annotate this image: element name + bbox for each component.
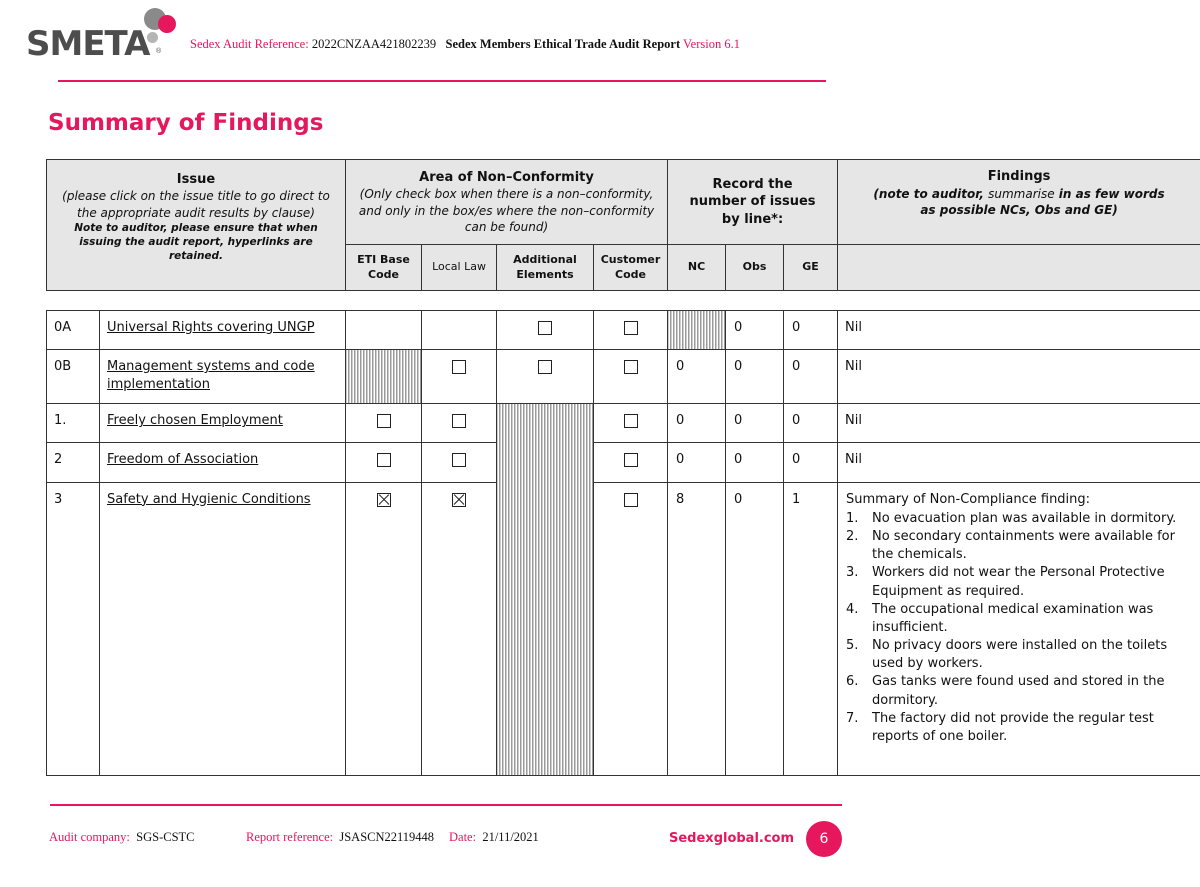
audit-company-value: SGS-CSTC [136,830,195,844]
item-number: 4. [846,601,859,617]
report-version: Version 6.1 [683,37,740,51]
header-issue-note: Note to auditor, please ensure that when issuing the audit report, hyperlinks are retained. [74,221,318,263]
page-number-badge: 6 [806,821,842,857]
finding-list [846,510,1194,746]
issue-link[interactable]: Safety and Hygienic Conditions [107,491,311,507]
report-reference-label: Report reference: [246,830,334,844]
obs-count: 0 [726,443,784,482]
nc-count: 0 [668,350,726,404]
row-number: 0B [47,350,100,404]
footer-date [449,830,539,845]
local-law-cell [422,482,497,775]
footer-divider [50,804,842,806]
finding-text: Nil [838,311,1200,350]
ge-count: 0 [784,443,838,482]
item-text: No privacy doors were installed on the toilets used by workers. [872,638,1168,672]
table-row [47,350,1200,404]
eti-cell-hatched [346,350,422,404]
item-text: Workers did not wear the Personal Protective Equipment as required. [872,565,1165,599]
audit-ref-label: Sedex Audit Reference: [190,37,309,51]
additional-cell [497,311,594,350]
eti-checkbox-checked[interactable] [377,493,391,507]
header-record [668,160,838,245]
findings-table [46,310,1200,776]
local-law-cell [422,311,497,350]
col-customer-code: Customer Code [594,245,668,291]
header-issue-sub: (please click on the issue title to go direct to the appropriate audit results by clause) [62,189,330,220]
issue-link[interactable]: Universal Rights covering UNGP [107,320,315,335]
logo-dot-pink [158,15,176,33]
page-title: Summary of Findings [48,110,324,136]
obs-count: 0 [726,311,784,350]
ge-count: 0 [784,350,838,404]
item-number: 7. [846,710,859,726]
logo-text: SMETA [26,24,150,64]
findings-table-header [46,159,1200,291]
additional-checkbox[interactable] [538,360,552,374]
col-obs: Obs [726,245,784,291]
item-number: 6. [846,674,859,690]
header-issue-title: Issue [176,171,216,187]
list-item [846,564,1194,600]
ge-count: 0 [784,404,838,443]
header-area-sub: (Only check box when there is a non–conformity, and only in the box/es where the non–conformity can be found) [358,187,655,234]
obs-count: 0 [726,350,784,404]
issue-link[interactable]: Freedom of Association [107,452,259,468]
item-text: The factory did not provide the regular test reports of one boiler. [872,710,1154,744]
header-reference-line [190,37,740,52]
nc-count: 8 [668,482,726,775]
additional-cell-hatched [497,404,594,775]
eti-checkbox[interactable] [377,414,391,428]
col-additional-elements: Additional Elements [497,245,594,291]
customer-checkbox[interactable] [624,321,638,335]
local-law-checkbox[interactable] [452,453,466,467]
col-ge: GE [784,245,838,291]
customer-cell [594,311,668,350]
list-item [846,673,1194,709]
list-item [846,710,1194,746]
issue-link-cell [100,404,346,443]
additional-cell [497,350,594,404]
item-number: 2. [846,528,859,544]
header-findings-title: Findings [987,169,1051,184]
header-findings-sub [868,186,1170,218]
finding-text: Nil [838,443,1200,482]
nc-count: 0 [668,404,726,443]
item-number: 1. [846,510,859,526]
list-item [846,528,1194,564]
eti-checkbox[interactable] [377,453,391,467]
customer-checkbox[interactable] [624,360,638,374]
header-area-title: Area of Non–Conformity [419,169,594,185]
header-record-title: Record the number of issues by line*: [689,176,816,227]
sedex-url-link[interactable]: Sedexglobal.com [669,831,795,846]
report-title: Sedex Members Ethical Trade Audit Report [445,37,681,51]
row-number: 1. [47,404,100,443]
audit-ref-value: 2022CNZAA421802239 [311,37,437,51]
finding-cell [838,482,1200,775]
ge-count: 0 [784,311,838,350]
header-issue [47,160,346,291]
local-law-cell [422,350,497,404]
issue-link-cell [100,311,346,350]
finding-summary-heading: Summary of Non-Compliance finding: [846,491,1091,507]
eti-cell [346,404,422,443]
item-text: The occupational medical examination was insufficient. [872,601,1154,635]
eti-cell [346,482,422,775]
nc-cell-hatched [668,311,726,350]
local-law-checkbox[interactable] [452,414,466,428]
footer-report-reference [246,830,434,845]
local-law-cell [422,443,497,482]
findings-sub-c: in as few words as possible NCs, Obs and GE) [920,186,1165,217]
row-number: 0A [47,311,100,350]
logo-registered: ® [156,48,162,55]
table-row [47,482,1200,775]
issue-link-cell [100,443,346,482]
additional-checkbox[interactable] [538,321,552,335]
issue-link[interactable]: Management systems and code implementation [107,359,315,393]
finding-text: Nil [838,350,1200,404]
item-text: No evacuation plan was available in dormitory. [872,510,1177,526]
customer-checkbox[interactable] [624,453,638,467]
issue-link-cell [100,482,346,775]
col-local-law: Local Law [422,245,497,291]
customer-cell [594,404,668,443]
item-text: No secondary containments were available for the chemicals. [872,528,1175,563]
table-row [47,404,1200,443]
customer-cell [594,350,668,404]
row-number: 2 [47,443,100,482]
issue-link[interactable]: Freely chosen Employment [107,413,283,429]
customer-checkbox[interactable] [624,493,638,507]
obs-count: 0 [726,482,784,775]
item-number: 3. [846,565,859,581]
col-findings-blank [838,245,1200,291]
finding-text: Nil [838,404,1200,443]
list-item [846,637,1194,673]
local-law-checkbox-checked[interactable] [452,493,466,507]
findings-sub-b: summarise [988,186,1055,201]
findings-sub-a: (note to auditor, [873,186,989,201]
report-reference-value: JSASCN22119448 [339,830,435,844]
list-item [846,601,1194,637]
smeta-logo [26,10,186,64]
header-area [346,160,668,245]
customer-checkbox[interactable] [624,414,638,428]
date-value: 21/11/2021 [482,830,539,844]
nc-count: 0 [668,443,726,482]
table-row [47,443,1200,482]
header-findings [838,160,1200,245]
audit-company-label: Audit company: [49,830,130,844]
item-number: 5. [846,638,859,654]
customer-cell [594,443,668,482]
footer-audit-company [49,830,195,845]
row-number: 3 [47,482,100,775]
eti-cell [346,311,422,350]
col-nc: NC [668,245,726,291]
local-law-cell [422,404,497,443]
customer-cell [594,482,668,775]
list-item [846,510,1194,528]
header-divider [58,80,826,82]
date-label: Date: [449,830,477,844]
col-eti-base-code: ETI Base Code [346,245,422,291]
local-law-checkbox[interactable] [452,360,466,374]
item-text: Gas tanks were found used and stored in the dormitory. [872,674,1165,708]
issue-link-cell [100,350,346,404]
obs-count: 0 [726,404,784,443]
eti-cell [346,443,422,482]
table-row [47,311,1200,350]
ge-count: 1 [784,482,838,775]
